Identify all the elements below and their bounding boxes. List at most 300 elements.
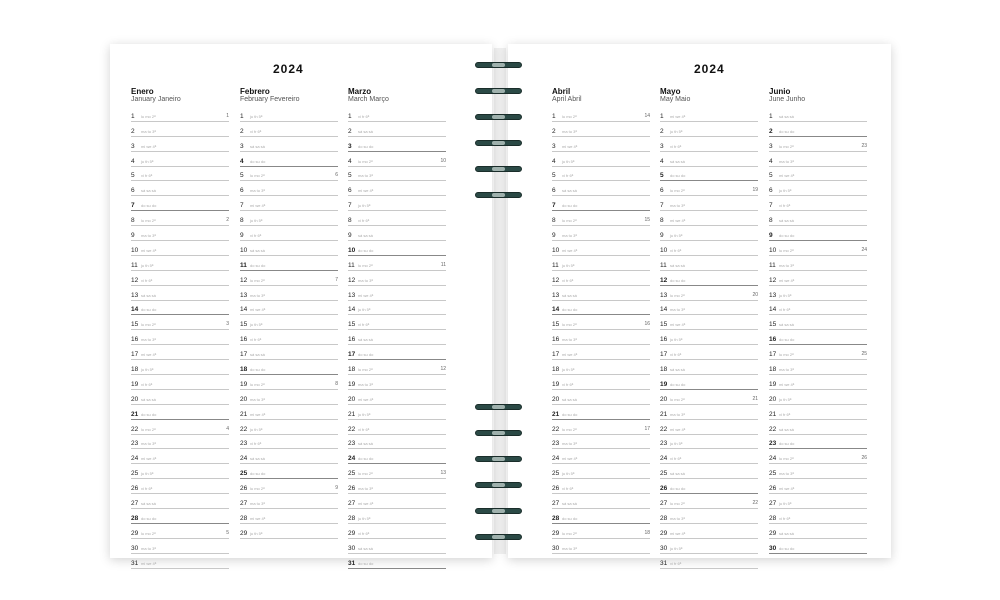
weekday-abbreviation: lu mo 2ª xyxy=(670,501,685,507)
day-row[interactable] xyxy=(240,345,338,360)
day-row[interactable] xyxy=(348,181,446,196)
weekday-abbreviation: mi we 4ª xyxy=(779,486,795,492)
day-row[interactable] xyxy=(348,420,446,435)
day-row[interactable] xyxy=(131,152,229,167)
day-row[interactable] xyxy=(660,211,758,226)
day-number: 1 xyxy=(131,112,135,120)
day-row[interactable] xyxy=(131,509,229,524)
day-row[interactable] xyxy=(660,122,758,137)
weekday-abbreviation: mi we 4ª xyxy=(670,218,686,224)
day-row[interactable] xyxy=(348,405,446,420)
day-row[interactable] xyxy=(552,390,650,405)
day-row[interactable] xyxy=(769,420,867,435)
weekday-abbreviation: mi we 4ª xyxy=(779,277,795,283)
day-row[interactable] xyxy=(660,256,758,271)
day-row[interactable] xyxy=(131,107,229,122)
day-row[interactable] xyxy=(552,107,650,122)
day-row[interactable] xyxy=(348,390,446,405)
day-row[interactable] xyxy=(131,479,229,494)
day-row[interactable] xyxy=(348,226,446,241)
day-row[interactable] xyxy=(769,286,867,301)
day-row[interactable] xyxy=(660,539,758,554)
weekday-abbreviation: do su do xyxy=(670,277,686,283)
day-row[interactable] xyxy=(769,509,867,524)
day-row[interactable] xyxy=(348,330,446,345)
day-number: 8 xyxy=(769,217,773,225)
weekday-abbreviation: ju th 5ª xyxy=(250,113,263,119)
day-row[interactable] xyxy=(769,196,867,211)
weekday-abbreviation: do su do xyxy=(670,173,686,179)
weekday-abbreviation: do su do xyxy=(358,560,374,566)
week-number: 11 xyxy=(440,261,446,268)
weekday-abbreviation: ma tu 3ª xyxy=(358,381,373,387)
day-row[interactable] xyxy=(131,315,229,330)
weekday-abbreviation: vi fr 6ª xyxy=(670,143,682,149)
day-row[interactable] xyxy=(240,405,338,420)
day-row[interactable] xyxy=(660,449,758,464)
day-row[interactable] xyxy=(131,167,229,182)
day-row[interactable] xyxy=(131,301,229,316)
day-row[interactable] xyxy=(348,167,446,182)
day-row[interactable] xyxy=(769,390,867,405)
weekday-abbreviation: mi we 4ª xyxy=(141,456,157,462)
day-row[interactable] xyxy=(660,435,758,450)
day-row[interactable] xyxy=(769,211,867,226)
day-number: 27 xyxy=(769,500,777,508)
day-number: 8 xyxy=(660,217,664,225)
day-row[interactable] xyxy=(660,390,758,405)
weekday-abbreviation: sá sa sá xyxy=(250,352,265,358)
day-row[interactable] xyxy=(660,554,758,569)
day-number: 2 xyxy=(240,127,244,135)
day-number: 24 xyxy=(240,455,248,463)
day-row[interactable] xyxy=(240,360,338,375)
day-row[interactable] xyxy=(131,375,229,390)
day-row[interactable] xyxy=(769,107,867,122)
day-number: 7 xyxy=(769,202,773,210)
day-row[interactable] xyxy=(552,330,650,345)
day-number: 26 xyxy=(769,485,777,493)
day-row[interactable] xyxy=(348,241,446,256)
weekday-abbreviation: do su do xyxy=(562,411,578,417)
day-number: 30 xyxy=(552,544,560,552)
day-row[interactable] xyxy=(131,181,229,196)
day-row[interactable] xyxy=(348,554,446,569)
day-row[interactable] xyxy=(660,479,758,494)
day-number: 27 xyxy=(348,500,356,508)
day-row[interactable] xyxy=(240,464,338,479)
day-row[interactable] xyxy=(240,226,338,241)
day-row[interactable] xyxy=(348,375,446,390)
day-number: 25 xyxy=(660,470,668,478)
day-row[interactable] xyxy=(240,330,338,345)
day-row[interactable] xyxy=(769,360,867,375)
day-row[interactable] xyxy=(131,330,229,345)
day-number: 20 xyxy=(769,395,777,403)
weekday-abbreviation: sá sa sá xyxy=(562,188,577,194)
day-row[interactable] xyxy=(240,286,338,301)
day-number: 8 xyxy=(552,217,556,225)
day-row[interactable] xyxy=(552,405,650,420)
day-row[interactable] xyxy=(660,375,758,390)
weekday-abbreviation: ma tu 3ª xyxy=(562,337,577,343)
day-row[interactable] xyxy=(769,315,867,330)
day-row[interactable] xyxy=(660,405,758,420)
day-row[interactable] xyxy=(660,286,758,301)
day-row[interactable] xyxy=(348,271,446,286)
day-row[interactable] xyxy=(769,137,867,152)
day-row[interactable] xyxy=(769,181,867,196)
day-row[interactable] xyxy=(769,494,867,509)
weekday-abbreviation: ma tu 3ª xyxy=(141,545,156,551)
day-number: 14 xyxy=(240,306,248,314)
day-row[interactable] xyxy=(240,167,338,182)
day-row[interactable] xyxy=(240,301,338,316)
weekday-abbreviation: vi fr 6ª xyxy=(562,277,574,283)
week-number: 18 xyxy=(644,529,650,536)
day-row[interactable] xyxy=(769,479,867,494)
day-row[interactable] xyxy=(240,196,338,211)
day-row[interactable] xyxy=(240,181,338,196)
day-row[interactable] xyxy=(552,256,650,271)
weekday-abbreviation: ju th 5ª xyxy=(562,158,575,164)
day-row[interactable] xyxy=(240,137,338,152)
day-row[interactable] xyxy=(240,420,338,435)
day-row[interactable] xyxy=(131,524,229,539)
weekday-abbreviation: vi fr 6ª xyxy=(250,337,262,343)
day-number: 25 xyxy=(552,470,560,478)
weekday-abbreviation: ju th 5ª xyxy=(779,396,792,402)
month-column xyxy=(660,87,758,569)
day-row[interactable] xyxy=(660,137,758,152)
day-number: 27 xyxy=(660,500,668,508)
day-row[interactable] xyxy=(240,435,338,450)
day-number: 17 xyxy=(769,351,777,359)
day-number: 9 xyxy=(552,232,556,240)
day-row[interactable] xyxy=(131,360,229,375)
day-number: 5 xyxy=(131,172,135,180)
day-row[interactable] xyxy=(660,494,758,509)
weekday-abbreviation: mi we 4ª xyxy=(358,188,374,194)
day-row[interactable] xyxy=(552,449,650,464)
day-row[interactable] xyxy=(131,494,229,509)
day-number: 4 xyxy=(769,157,773,165)
day-number: 16 xyxy=(348,336,356,344)
day-number: 3 xyxy=(240,142,244,150)
weekday-abbreviation: ma tu 3ª xyxy=(562,233,577,239)
day-row[interactable] xyxy=(348,524,446,539)
day-row[interactable] xyxy=(769,449,867,464)
day-row[interactable] xyxy=(131,211,229,226)
day-number: 17 xyxy=(131,351,139,359)
binding-ring xyxy=(475,402,522,413)
day-number: 8 xyxy=(131,217,135,225)
day-row[interactable] xyxy=(552,196,650,211)
day-row[interactable] xyxy=(660,524,758,539)
weekday-abbreviation: ju th 5ª xyxy=(779,292,792,298)
day-row[interactable] xyxy=(131,554,229,569)
day-row[interactable] xyxy=(131,196,229,211)
weekday-abbreviation: do su do xyxy=(779,441,795,447)
day-row[interactable] xyxy=(348,152,446,167)
day-row[interactable] xyxy=(552,315,650,330)
weekday-abbreviation: ju th 5ª xyxy=(250,426,263,432)
day-number: 9 xyxy=(131,232,135,240)
day-row[interactable] xyxy=(552,211,650,226)
weekday-abbreviation: lu mo 2ª xyxy=(779,352,794,358)
day-row[interactable] xyxy=(769,301,867,316)
week-number: 24 xyxy=(861,246,867,253)
day-row[interactable] xyxy=(552,181,650,196)
day-row[interactable] xyxy=(552,152,650,167)
day-row[interactable] xyxy=(660,420,758,435)
day-row[interactable] xyxy=(660,464,758,479)
day-row[interactable] xyxy=(131,345,229,360)
day-row[interactable] xyxy=(348,256,446,271)
day-row[interactable] xyxy=(660,152,758,167)
day-row[interactable] xyxy=(769,330,867,345)
day-row[interactable] xyxy=(240,509,338,524)
weekday-abbreviation: ju th 5ª xyxy=(562,262,575,268)
day-number: 19 xyxy=(660,380,668,388)
day-row[interactable] xyxy=(348,464,446,479)
day-row[interactable] xyxy=(552,271,650,286)
weekday-abbreviation: sá sa sá xyxy=(562,292,577,298)
day-row[interactable] xyxy=(769,122,867,137)
day-row[interactable] xyxy=(769,167,867,182)
day-row[interactable] xyxy=(131,271,229,286)
weekday-abbreviation: do su do xyxy=(670,486,686,492)
day-row[interactable] xyxy=(552,345,650,360)
day-number: 20 xyxy=(240,395,248,403)
day-row[interactable] xyxy=(131,449,229,464)
day-row[interactable] xyxy=(240,152,338,167)
weekday-abbreviation: lu mo 2ª xyxy=(562,218,577,224)
day-row[interactable] xyxy=(769,152,867,167)
day-row[interactable] xyxy=(552,241,650,256)
day-number: 18 xyxy=(131,366,139,374)
day-row[interactable] xyxy=(131,241,229,256)
day-row[interactable] xyxy=(240,375,338,390)
day-row[interactable] xyxy=(240,390,338,405)
day-row[interactable] xyxy=(552,226,650,241)
day-number: 28 xyxy=(131,514,139,522)
weekday-abbreviation: vi fr 6ª xyxy=(670,456,682,462)
day-number: 19 xyxy=(552,380,560,388)
day-row[interactable] xyxy=(240,479,338,494)
day-row[interactable] xyxy=(240,271,338,286)
day-row[interactable] xyxy=(131,286,229,301)
day-row[interactable] xyxy=(552,464,650,479)
weekday-abbreviation: do su do xyxy=(779,545,795,551)
weekday-abbreviation: mi we 4ª xyxy=(562,143,578,149)
day-row[interactable] xyxy=(769,464,867,479)
weekday-abbreviation: do su do xyxy=(250,367,266,373)
month-name: Abril xyxy=(552,87,571,96)
day-row[interactable] xyxy=(348,509,446,524)
day-row[interactable] xyxy=(240,256,338,271)
day-row[interactable] xyxy=(552,301,650,316)
day-row[interactable] xyxy=(552,479,650,494)
day-row[interactable] xyxy=(552,137,650,152)
day-row[interactable] xyxy=(348,137,446,152)
day-row[interactable] xyxy=(348,196,446,211)
day-row[interactable] xyxy=(348,345,446,360)
day-row[interactable] xyxy=(131,539,229,554)
day-row[interactable] xyxy=(660,241,758,256)
right-page-year: 2024 xyxy=(694,62,725,76)
day-row[interactable] xyxy=(348,435,446,450)
day-row[interactable] xyxy=(769,345,867,360)
weekday-abbreviation: do su do xyxy=(358,143,374,149)
weekday-abbreviation: lu mo 2ª xyxy=(670,396,685,402)
day-row[interactable] xyxy=(660,301,758,316)
day-row[interactable] xyxy=(769,375,867,390)
day-row[interactable] xyxy=(240,315,338,330)
day-row[interactable] xyxy=(348,286,446,301)
day-row[interactable] xyxy=(660,226,758,241)
day-row[interactable] xyxy=(131,405,229,420)
weekday-abbreviation: ma tu 3ª xyxy=(670,203,685,209)
day-number: 11 xyxy=(660,261,667,269)
day-row[interactable] xyxy=(348,107,446,122)
day-row[interactable] xyxy=(240,211,338,226)
day-number: 24 xyxy=(131,455,139,463)
day-row[interactable] xyxy=(552,286,650,301)
day-number: 30 xyxy=(660,544,668,552)
day-row[interactable] xyxy=(348,360,446,375)
day-row[interactable] xyxy=(660,181,758,196)
day-row[interactable] xyxy=(240,122,338,137)
day-number: 21 xyxy=(660,410,668,418)
day-number: 13 xyxy=(348,291,356,299)
day-row[interactable] xyxy=(240,107,338,122)
day-row[interactable] xyxy=(552,435,650,450)
weekday-abbreviation: sá sa sá xyxy=(250,143,265,149)
day-number: 27 xyxy=(240,500,248,508)
week-number: 7 xyxy=(335,276,338,283)
day-row[interactable] xyxy=(552,360,650,375)
day-number: 16 xyxy=(131,336,139,344)
day-number: 13 xyxy=(769,291,777,299)
day-number: 12 xyxy=(660,276,668,284)
day-row[interactable] xyxy=(769,435,867,450)
weekday-abbreviation: sá sa sá xyxy=(779,530,794,536)
day-row[interactable] xyxy=(348,211,446,226)
day-row[interactable] xyxy=(240,494,338,509)
day-row[interactable] xyxy=(552,122,650,137)
day-row[interactable] xyxy=(240,449,338,464)
weekday-abbreviation: ju th 5ª xyxy=(250,218,263,224)
day-row[interactable] xyxy=(660,360,758,375)
day-number: 19 xyxy=(348,380,356,388)
weekday-abbreviation: lu mo 2ª xyxy=(562,530,577,536)
weekday-abbreviation: do su do xyxy=(779,233,795,239)
weekday-abbreviation: ma tu 3ª xyxy=(141,337,156,343)
day-row[interactable] xyxy=(348,315,446,330)
binding-ring xyxy=(475,60,522,71)
day-number: 22 xyxy=(348,425,356,433)
day-row[interactable] xyxy=(660,196,758,211)
day-row[interactable] xyxy=(348,479,446,494)
day-row[interactable] xyxy=(131,256,229,271)
day-row[interactable] xyxy=(552,524,650,539)
day-row[interactable] xyxy=(769,241,867,256)
day-row[interactable] xyxy=(131,122,229,137)
day-row[interactable] xyxy=(769,405,867,420)
day-row[interactable] xyxy=(131,435,229,450)
day-number: 11 xyxy=(240,261,247,269)
day-row[interactable] xyxy=(552,375,650,390)
day-row[interactable] xyxy=(660,315,758,330)
weekday-abbreviation: mi we 4ª xyxy=(670,322,686,328)
day-row[interactable] xyxy=(131,226,229,241)
day-row[interactable] xyxy=(769,226,867,241)
weekday-abbreviation: mi we 4ª xyxy=(670,426,686,432)
day-row[interactable] xyxy=(131,420,229,435)
weekday-abbreviation: lu mo 2ª xyxy=(141,218,156,224)
day-row[interactable] xyxy=(240,524,338,539)
day-row[interactable] xyxy=(769,271,867,286)
day-row[interactable] xyxy=(131,390,229,405)
week-number: 12 xyxy=(440,366,446,373)
day-row[interactable] xyxy=(552,539,650,554)
day-row[interactable] xyxy=(131,137,229,152)
day-number: 28 xyxy=(552,514,560,522)
day-number: 25 xyxy=(240,470,248,478)
day-row[interactable] xyxy=(769,256,867,271)
day-row[interactable] xyxy=(660,271,758,286)
weekday-abbreviation: lu mo 2ª xyxy=(562,426,577,432)
day-number: 2 xyxy=(660,127,664,135)
day-number: 15 xyxy=(240,321,248,329)
month-name: Junio xyxy=(769,87,791,96)
weekday-abbreviation: ma tu 3ª xyxy=(250,188,265,194)
day-number: 11 xyxy=(131,261,138,269)
day-row[interactable] xyxy=(552,420,650,435)
day-row[interactable] xyxy=(660,345,758,360)
month-translation: June Junho xyxy=(769,96,806,103)
day-number: 29 xyxy=(660,529,668,537)
day-row[interactable] xyxy=(769,524,867,539)
weekday-abbreviation: sá sa sá xyxy=(779,113,794,119)
day-row[interactable] xyxy=(660,509,758,524)
day-row[interactable] xyxy=(348,301,446,316)
day-row[interactable] xyxy=(552,167,650,182)
day-row[interactable] xyxy=(552,494,650,509)
weekday-abbreviation: lu mo 2ª xyxy=(250,486,265,492)
week-number: 4 xyxy=(226,425,229,432)
day-row[interactable] xyxy=(552,509,650,524)
day-row[interactable] xyxy=(348,122,446,137)
day-number: 5 xyxy=(769,172,773,180)
day-row[interactable] xyxy=(348,449,446,464)
day-row[interactable] xyxy=(660,167,758,182)
day-row[interactable] xyxy=(660,330,758,345)
weekday-abbreviation: lu mo 2ª xyxy=(779,143,794,149)
day-number: 3 xyxy=(131,142,135,150)
day-row[interactable] xyxy=(769,539,867,554)
day-row[interactable] xyxy=(348,539,446,554)
day-number: 23 xyxy=(240,440,248,448)
day-row[interactable] xyxy=(131,464,229,479)
day-number: 30 xyxy=(131,544,139,552)
day-number: 16 xyxy=(552,336,560,344)
day-row[interactable] xyxy=(660,107,758,122)
day-row[interactable] xyxy=(348,494,446,509)
day-row[interactable] xyxy=(240,241,338,256)
weekday-abbreviation: mi we 4ª xyxy=(358,292,374,298)
